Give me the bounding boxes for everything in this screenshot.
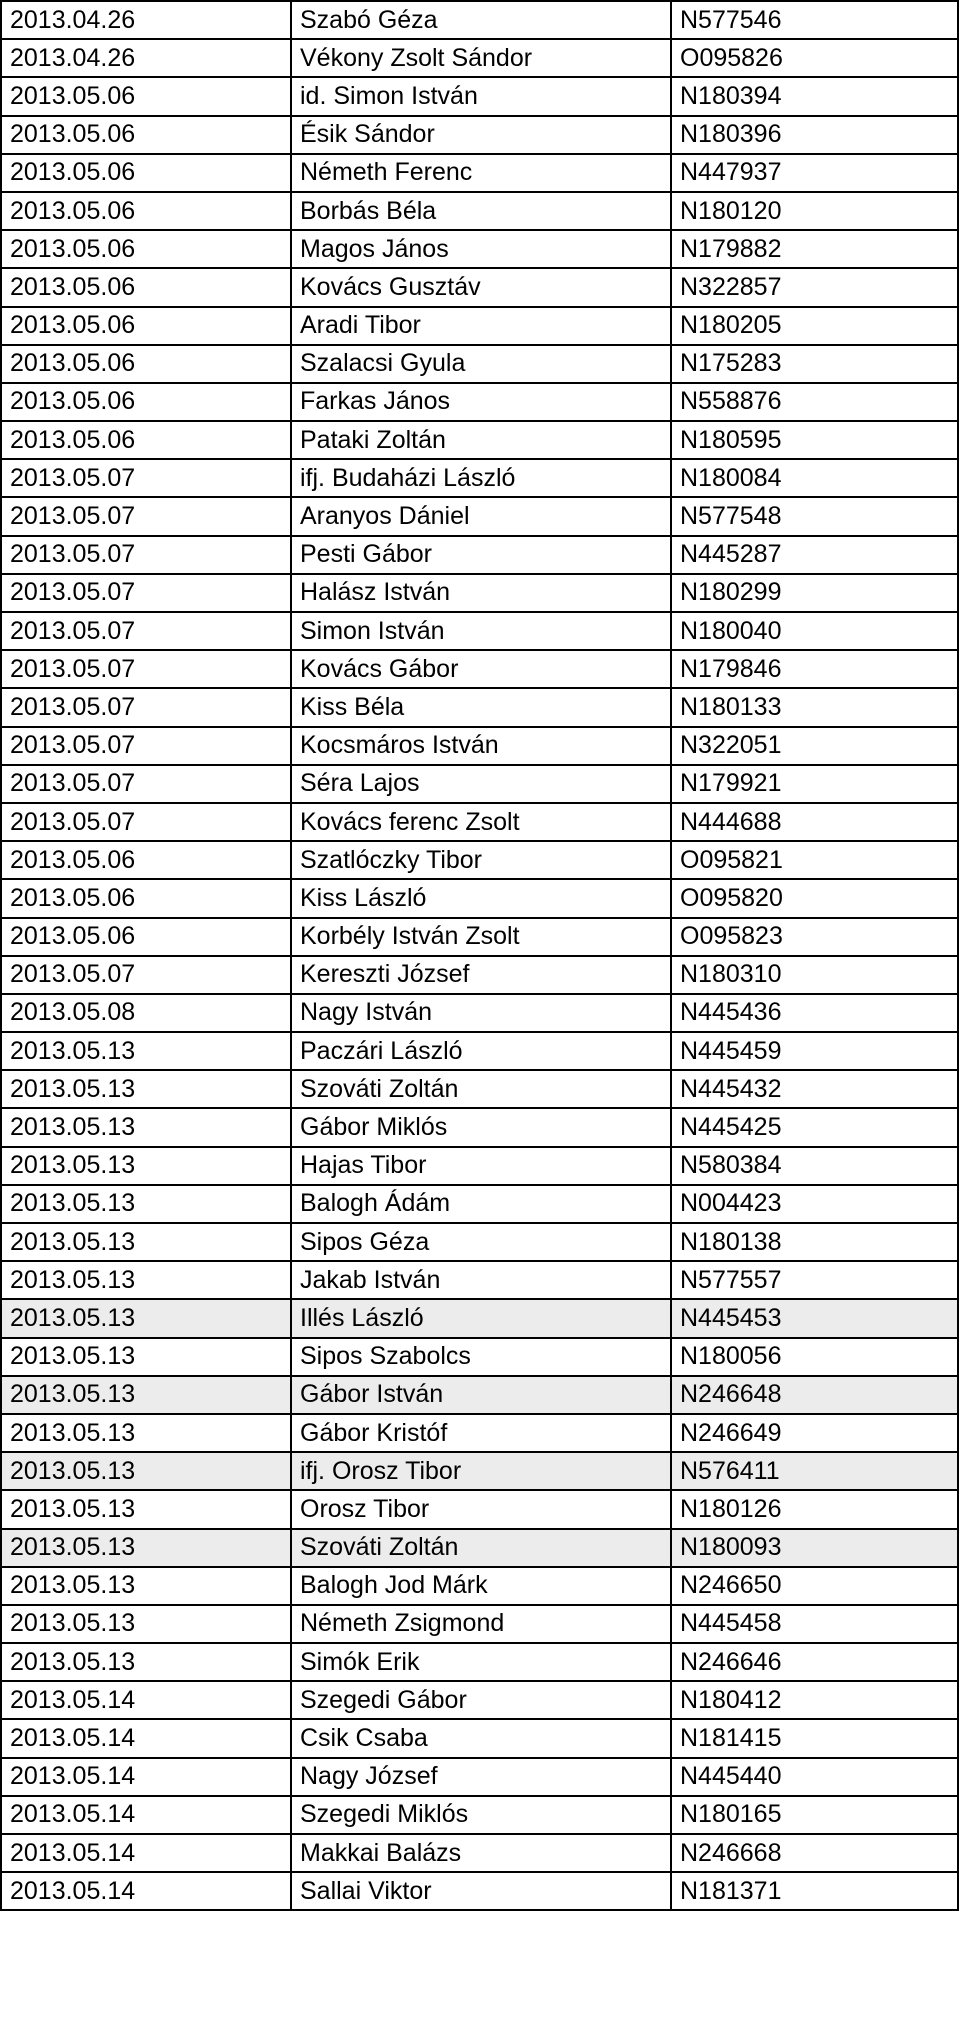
- table-row: [1, 1452, 958, 1490]
- table-row: [1, 268, 958, 306]
- table-row: [1, 459, 958, 497]
- name-cell: Paczári László: [291, 1032, 671, 1070]
- id-cell: N180299: [671, 574, 958, 612]
- table-row: [1, 1261, 958, 1299]
- table-row: [1, 1834, 958, 1872]
- id-cell: O095820: [671, 879, 958, 917]
- id-cell: N175283: [671, 345, 958, 383]
- id-cell: N179921: [671, 765, 958, 803]
- table-row: [1, 1529, 958, 1567]
- name-cell: Pesti Gábor: [291, 536, 671, 574]
- id-cell: O095826: [671, 39, 958, 77]
- table-row: [1, 39, 958, 77]
- name-cell: Sallai Viktor: [291, 1872, 671, 1910]
- table-row: [1, 1338, 958, 1376]
- id-cell: N180138: [671, 1223, 958, 1261]
- table-row: [1, 1567, 958, 1605]
- name-cell: Németh Zsigmond: [291, 1605, 671, 1643]
- date-cell: 2013.05.13: [1, 1414, 291, 1452]
- id-cell: N577548: [671, 497, 958, 535]
- name-cell: Balogh Jod Márk: [291, 1567, 671, 1605]
- id-cell: N445453: [671, 1299, 958, 1337]
- date-cell: 2013.05.13: [1, 1299, 291, 1337]
- table-row: [1, 1, 958, 39]
- table-row: [1, 956, 958, 994]
- name-cell: Kiss László: [291, 879, 671, 917]
- table-row: [1, 1414, 958, 1452]
- table-row: [1, 765, 958, 803]
- name-cell: Nagy József: [291, 1758, 671, 1796]
- id-cell: N445432: [671, 1070, 958, 1108]
- id-cell: N180165: [671, 1796, 958, 1834]
- id-cell: N445436: [671, 994, 958, 1032]
- date-cell: 2013.05.07: [1, 803, 291, 841]
- id-cell: N246668: [671, 1834, 958, 1872]
- name-cell: Szatlóczky Tibor: [291, 841, 671, 879]
- id-cell: N445458: [671, 1605, 958, 1643]
- date-cell: 2013.05.07: [1, 497, 291, 535]
- table-row: [1, 1796, 958, 1834]
- id-cell: N445287: [671, 536, 958, 574]
- date-cell: 2013.05.14: [1, 1681, 291, 1719]
- table-row: [1, 688, 958, 726]
- name-cell: Gábor Miklós: [291, 1108, 671, 1146]
- id-cell: N577546: [671, 1, 958, 39]
- id-cell: N246648: [671, 1376, 958, 1414]
- id-cell: N180133: [671, 688, 958, 726]
- table-row: [1, 612, 958, 650]
- name-cell: ifj. Budaházi László: [291, 459, 671, 497]
- id-cell: N445425: [671, 1108, 958, 1146]
- name-cell: Szováti Zoltán: [291, 1070, 671, 1108]
- date-cell: 2013.05.14: [1, 1796, 291, 1834]
- name-cell: Kiss Béla: [291, 688, 671, 726]
- name-cell: Németh Ferenc: [291, 154, 671, 192]
- date-cell: 2013.05.14: [1, 1872, 291, 1910]
- id-cell: N180084: [671, 459, 958, 497]
- name-cell: Sipos Szabolcs: [291, 1338, 671, 1376]
- name-cell: Simók Erik: [291, 1643, 671, 1681]
- table-row: [1, 383, 958, 421]
- date-cell: 2013.05.13: [1, 1070, 291, 1108]
- id-cell: N180394: [671, 77, 958, 115]
- id-cell: N580384: [671, 1147, 958, 1185]
- id-cell: N180093: [671, 1529, 958, 1567]
- name-cell: Kovács Gábor: [291, 650, 671, 688]
- date-cell: 2013.05.06: [1, 383, 291, 421]
- table-row: [1, 650, 958, 688]
- table-row: [1, 1070, 958, 1108]
- table-row: [1, 1643, 958, 1681]
- id-cell: N246646: [671, 1643, 958, 1681]
- date-cell: 2013.05.06: [1, 307, 291, 345]
- id-cell: N180040: [671, 612, 958, 650]
- name-cell: Makkai Balázs: [291, 1834, 671, 1872]
- date-cell: 2013.05.06: [1, 879, 291, 917]
- date-cell: 2013.05.07: [1, 650, 291, 688]
- table-row: [1, 1376, 958, 1414]
- table-row: [1, 1681, 958, 1719]
- date-cell: 2013.05.13: [1, 1147, 291, 1185]
- name-cell: Szalacsi Gyula: [291, 345, 671, 383]
- name-cell: Kovács ferenc Zsolt: [291, 803, 671, 841]
- name-cell: Csik Csaba: [291, 1719, 671, 1757]
- name-cell: Kocsmáros István: [291, 727, 671, 765]
- table-row: [1, 307, 958, 345]
- id-cell: N180595: [671, 421, 958, 459]
- name-cell: Aranyos Dániel: [291, 497, 671, 535]
- name-cell: Szováti Zoltán: [291, 1529, 671, 1567]
- name-cell: Korbély István Zsolt: [291, 918, 671, 956]
- id-cell: N180120: [671, 192, 958, 230]
- date-cell: 2013.05.14: [1, 1834, 291, 1872]
- date-cell: 2013.04.26: [1, 39, 291, 77]
- id-cell: N322857: [671, 268, 958, 306]
- date-cell: 2013.05.06: [1, 345, 291, 383]
- name-cell: id. Simon István: [291, 77, 671, 115]
- id-cell: N181415: [671, 1719, 958, 1757]
- date-cell: 2013.05.07: [1, 956, 291, 994]
- date-cell: 2013.05.06: [1, 77, 291, 115]
- date-cell: 2013.05.13: [1, 1452, 291, 1490]
- table-row: [1, 803, 958, 841]
- name-cell: Szegedi Gábor: [291, 1681, 671, 1719]
- name-cell: Aradi Tibor: [291, 307, 671, 345]
- id-cell: N246649: [671, 1414, 958, 1452]
- date-cell: 2013.05.13: [1, 1108, 291, 1146]
- date-cell: 2013.05.14: [1, 1758, 291, 1796]
- table-row: [1, 230, 958, 268]
- name-cell: Szabó Géza: [291, 1, 671, 39]
- table-row: [1, 841, 958, 879]
- id-cell: N180396: [671, 116, 958, 154]
- table-row: [1, 727, 958, 765]
- date-cell: 2013.05.06: [1, 154, 291, 192]
- name-cell: Simon István: [291, 612, 671, 650]
- name-cell: Gábor István: [291, 1376, 671, 1414]
- name-cell: Sipos Géza: [291, 1223, 671, 1261]
- id-cell: N577557: [671, 1261, 958, 1299]
- name-cell: Ésik Sándor: [291, 116, 671, 154]
- date-cell: 2013.04.26: [1, 1, 291, 39]
- table-row: [1, 345, 958, 383]
- records-table-body: [1, 1, 958, 1910]
- name-cell: Balogh Ádám: [291, 1185, 671, 1223]
- date-cell: 2013.05.08: [1, 994, 291, 1032]
- table-row: [1, 994, 958, 1032]
- table-row: [1, 497, 958, 535]
- name-cell: Farkas János: [291, 383, 671, 421]
- id-cell: N179882: [671, 230, 958, 268]
- date-cell: 2013.05.13: [1, 1490, 291, 1528]
- table-row: [1, 192, 958, 230]
- date-cell: 2013.05.13: [1, 1376, 291, 1414]
- name-cell: Gábor Kristóf: [291, 1414, 671, 1452]
- date-cell: 2013.05.13: [1, 1185, 291, 1223]
- name-cell: Illés László: [291, 1299, 671, 1337]
- id-cell: N180126: [671, 1490, 958, 1528]
- id-cell: N181371: [671, 1872, 958, 1910]
- date-cell: 2013.05.07: [1, 727, 291, 765]
- id-cell: N180310: [671, 956, 958, 994]
- table-row: [1, 918, 958, 956]
- date-cell: 2013.05.07: [1, 574, 291, 612]
- id-cell: N246650: [671, 1567, 958, 1605]
- name-cell: Szegedi Miklós: [291, 1796, 671, 1834]
- table-row: [1, 1299, 958, 1337]
- date-cell: 2013.05.06: [1, 192, 291, 230]
- date-cell: 2013.05.07: [1, 536, 291, 574]
- name-cell: Orosz Tibor: [291, 1490, 671, 1528]
- date-cell: 2013.05.13: [1, 1643, 291, 1681]
- name-cell: Kovács Gusztáv: [291, 268, 671, 306]
- table-row: [1, 1758, 958, 1796]
- id-cell: N576411: [671, 1452, 958, 1490]
- name-cell: Kereszti József: [291, 956, 671, 994]
- id-cell: O095823: [671, 918, 958, 956]
- id-cell: N322051: [671, 727, 958, 765]
- table-row: [1, 536, 958, 574]
- name-cell: Borbás Béla: [291, 192, 671, 230]
- date-cell: 2013.05.13: [1, 1223, 291, 1261]
- id-cell: N445459: [671, 1032, 958, 1070]
- date-cell: 2013.05.14: [1, 1719, 291, 1757]
- id-cell: N447937: [671, 154, 958, 192]
- date-cell: 2013.05.07: [1, 765, 291, 803]
- date-cell: 2013.05.06: [1, 230, 291, 268]
- date-cell: 2013.05.13: [1, 1567, 291, 1605]
- date-cell: 2013.05.13: [1, 1529, 291, 1567]
- table-row: [1, 574, 958, 612]
- table-row: [1, 154, 958, 192]
- date-cell: 2013.05.13: [1, 1605, 291, 1643]
- date-cell: 2013.05.13: [1, 1261, 291, 1299]
- table-row: [1, 1490, 958, 1528]
- date-cell: 2013.05.07: [1, 688, 291, 726]
- name-cell: Hajas Tibor: [291, 1147, 671, 1185]
- name-cell: Pataki Zoltán: [291, 421, 671, 459]
- table-row: [1, 1719, 958, 1757]
- table-row: [1, 421, 958, 459]
- name-cell: Halász István: [291, 574, 671, 612]
- table-row: [1, 1605, 958, 1643]
- name-cell: Magos János: [291, 230, 671, 268]
- table-row: [1, 116, 958, 154]
- table-row: [1, 1872, 958, 1910]
- date-cell: 2013.05.06: [1, 268, 291, 306]
- id-cell: N445440: [671, 1758, 958, 1796]
- id-cell: N180205: [671, 307, 958, 345]
- name-cell: Jakab István: [291, 1261, 671, 1299]
- name-cell: Vékony Zsolt Sándor: [291, 39, 671, 77]
- table-row: [1, 1223, 958, 1261]
- table-row: [1, 879, 958, 917]
- table-row: [1, 1147, 958, 1185]
- table-row: [1, 1185, 958, 1223]
- date-cell: 2013.05.06: [1, 421, 291, 459]
- name-cell: ifj. Orosz Tibor: [291, 1452, 671, 1490]
- id-cell: N558876: [671, 383, 958, 421]
- id-cell: N004423: [671, 1185, 958, 1223]
- id-cell: O095821: [671, 841, 958, 879]
- id-cell: N179846: [671, 650, 958, 688]
- date-cell: 2013.05.06: [1, 918, 291, 956]
- date-cell: 2013.05.07: [1, 612, 291, 650]
- table-row: [1, 1108, 958, 1146]
- table-row: [1, 1032, 958, 1070]
- id-cell: N180056: [671, 1338, 958, 1376]
- date-cell: 2013.05.06: [1, 116, 291, 154]
- table-row: [1, 77, 958, 115]
- date-cell: 2013.05.13: [1, 1032, 291, 1070]
- id-cell: N444688: [671, 803, 958, 841]
- id-cell: N180412: [671, 1681, 958, 1719]
- name-cell: Séra Lajos: [291, 765, 671, 803]
- date-cell: 2013.05.07: [1, 459, 291, 497]
- name-cell: Nagy István: [291, 994, 671, 1032]
- date-cell: 2013.05.06: [1, 841, 291, 879]
- date-cell: 2013.05.13: [1, 1338, 291, 1376]
